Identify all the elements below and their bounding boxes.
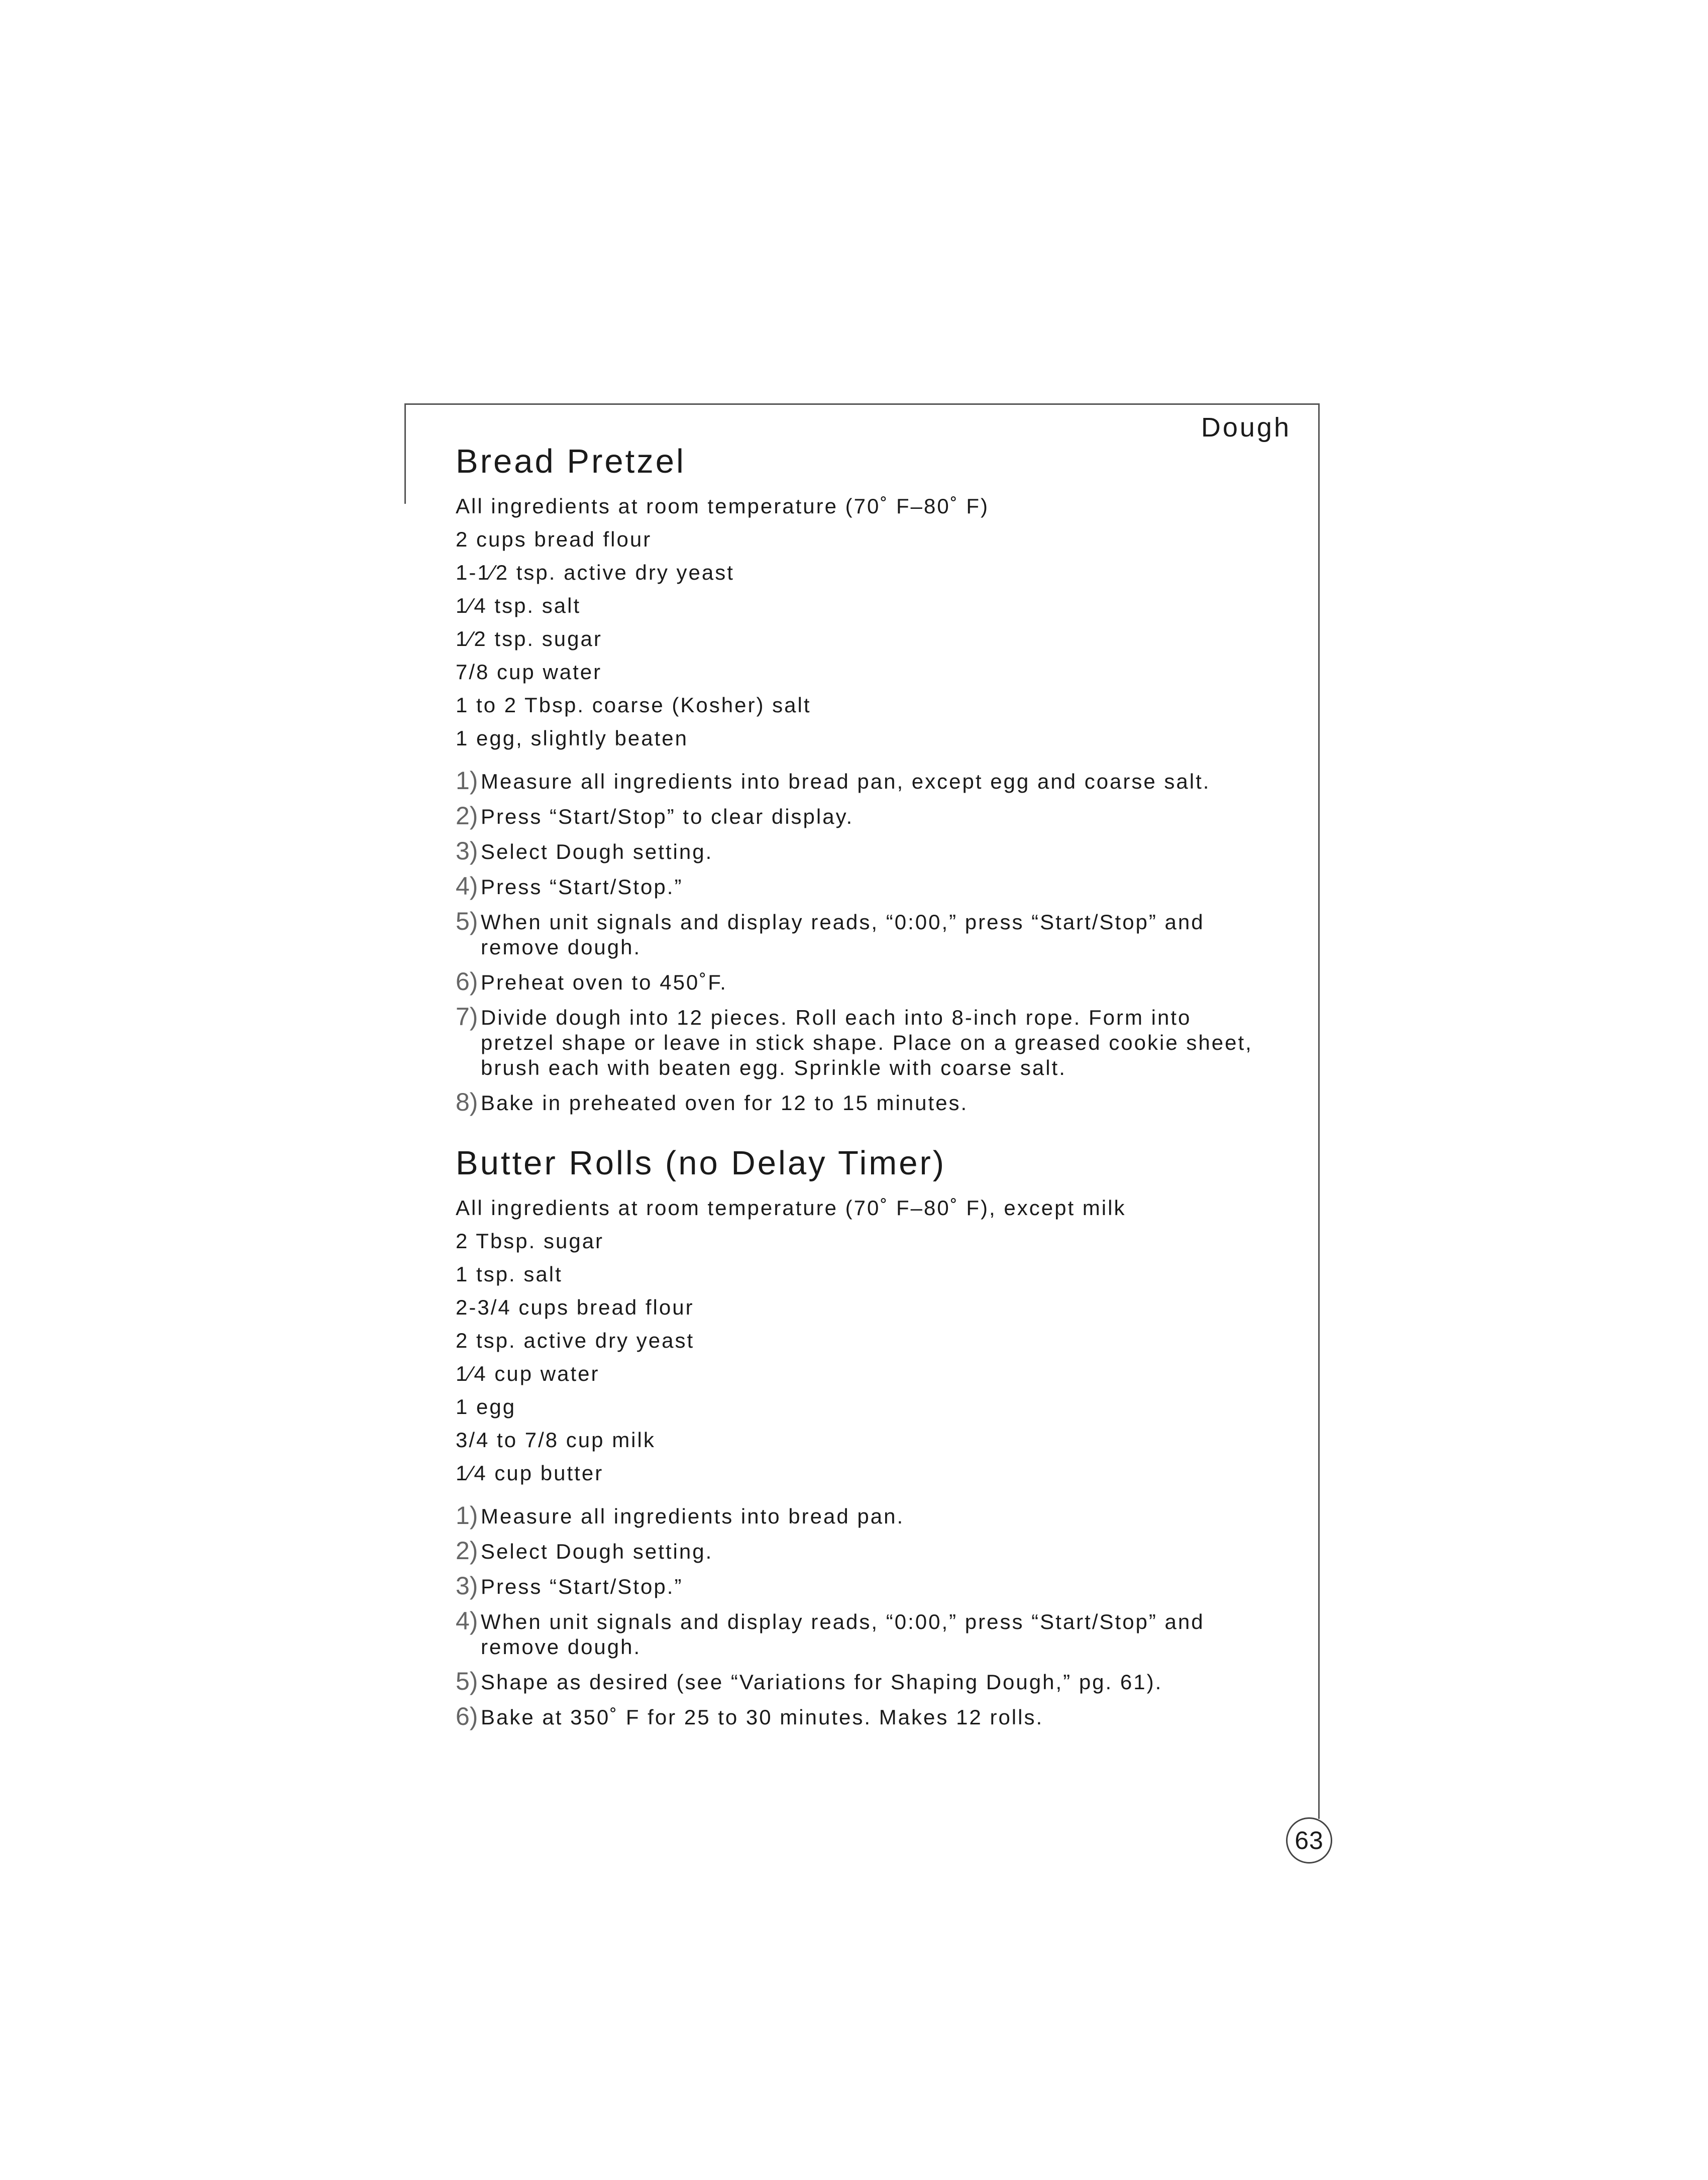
recipe-title: Butter Rolls (no Delay Timer) bbox=[456, 1144, 946, 1182]
ingredient-item: 2 cups bread flour bbox=[456, 527, 652, 552]
step-item bbox=[456, 907, 1259, 960]
page-number-badge: 63 bbox=[1286, 1817, 1332, 1864]
step-text: Press “Start/Stop” to clear display. bbox=[481, 805, 854, 829]
ingredient-item: All ingredients at room temperature (70˚ F–80˚ F), except milk bbox=[456, 1196, 1126, 1220]
page-frame-top-rule bbox=[404, 403, 1320, 405]
recipe-content bbox=[456, 442, 1259, 1740]
step-number: 8) bbox=[456, 1088, 478, 1117]
recipe-bread-pretzel bbox=[456, 442, 1259, 1116]
step-text: Measure all ingredients into bread pan. bbox=[481, 1504, 905, 1529]
ingredient-item: 2 Tbsp. sugar bbox=[456, 1229, 604, 1253]
ingredient-item: 2-3/4 cups bread flour bbox=[456, 1295, 694, 1320]
step-text: Select Dough setting. bbox=[481, 840, 713, 864]
step-item bbox=[456, 1574, 1259, 1599]
recipe-title: Bread Pretzel bbox=[456, 443, 686, 480]
step-number: 2) bbox=[456, 802, 478, 830]
ingredient-item: 1 to 2 Tbsp. coarse (Kosher) salt bbox=[456, 693, 811, 717]
step-item bbox=[456, 967, 1259, 996]
page-frame-right-rule bbox=[1318, 403, 1320, 1819]
ingredient-item: 1 egg bbox=[456, 1395, 516, 1419]
step-number: 7) bbox=[456, 1003, 478, 1031]
step-number: 6) bbox=[456, 1702, 478, 1731]
step-number: 4) bbox=[456, 872, 478, 901]
step-text: When unit signals and display reads, “0:00,” press “Start/Stop” and remove dough. bbox=[481, 1610, 1205, 1659]
recipe-butter-rolls bbox=[456, 1144, 1259, 1730]
ingredient-item: 1 egg, slightly beaten bbox=[456, 726, 688, 750]
ingredient-item: 2 tsp. active dry yeast bbox=[456, 1329, 695, 1353]
step-item bbox=[456, 769, 1259, 794]
ingredient-item: 7/8 cup water bbox=[456, 660, 602, 684]
step-item bbox=[456, 839, 1259, 864]
section-tag: Dough bbox=[1201, 412, 1291, 443]
step-number: 5) bbox=[456, 1667, 478, 1696]
ingredient-list bbox=[456, 490, 1259, 755]
step-text: Measure all ingredients into bread pan, except egg and coarse salt. bbox=[481, 770, 1211, 794]
ingredient-item: 1-1⁄2 tsp. active dry yeast bbox=[456, 561, 734, 585]
step-number: 3) bbox=[456, 837, 478, 865]
step-number: 5) bbox=[456, 907, 478, 936]
ingredient-item: 1⁄4 tsp. salt bbox=[456, 594, 581, 618]
step-number: 6) bbox=[456, 967, 478, 996]
step-item bbox=[456, 872, 1259, 901]
step-number: 2) bbox=[456, 1537, 478, 1565]
step-text: Preheat oven to 450˚F. bbox=[481, 970, 727, 995]
step-text: Shape as desired (see “Variations for Shaping Dough,” pg. 61). bbox=[481, 1670, 1163, 1694]
step-text: Select Dough setting. bbox=[481, 1540, 713, 1564]
ingredient-item: All ingredients at room temperature (70˚ F–80˚ F) bbox=[456, 494, 990, 518]
step-item bbox=[456, 1667, 1259, 1696]
step-text: Bake at 350˚ F for 25 to 30 minutes. Makes 12 rolls. bbox=[481, 1705, 1044, 1729]
step-text: When unit signals and display reads, “0:00,” press “Start/Stop” and remove dough. bbox=[481, 910, 1205, 959]
step-list bbox=[456, 769, 1259, 1116]
step-text: Bake in preheated oven for 12 to 15 minutes. bbox=[481, 1091, 969, 1115]
page-frame-left-rule bbox=[404, 403, 406, 504]
step-text: Press “Start/Stop.” bbox=[481, 1575, 683, 1599]
ingredient-item: 1⁄2 tsp. sugar bbox=[456, 627, 602, 651]
step-item bbox=[456, 1539, 1259, 1564]
step-text: Divide dough into 12 pieces. Roll each into 8-inch rope. Form into pretzel shape or leave in stick shape. Place on a greased cookie sheet, brush each with beaten egg. Sprinkle with coarse salt. bbox=[481, 1006, 1253, 1080]
ingredient-item: 1 tsp. salt bbox=[456, 1262, 563, 1286]
step-item bbox=[456, 1005, 1259, 1080]
step-text: Press “Start/Stop.” bbox=[481, 875, 683, 899]
step-item bbox=[456, 1088, 1259, 1117]
step-item bbox=[456, 1501, 1259, 1530]
ingredient-item: 1⁄4 cup water bbox=[456, 1362, 600, 1386]
step-item bbox=[456, 1609, 1259, 1660]
step-number: 1) bbox=[456, 1501, 478, 1530]
step-list bbox=[456, 1501, 1259, 1731]
step-item bbox=[456, 1702, 1259, 1731]
ingredient-list bbox=[456, 1191, 1259, 1490]
ingredient-item: 1⁄4 cup butter bbox=[456, 1461, 604, 1485]
step-number: 4) bbox=[456, 1607, 478, 1636]
ingredient-item: 3/4 to 7/8 cup milk bbox=[456, 1428, 656, 1452]
step-number: 3) bbox=[456, 1572, 478, 1600]
step-item bbox=[456, 804, 1259, 829]
step-number: 1) bbox=[456, 767, 478, 795]
